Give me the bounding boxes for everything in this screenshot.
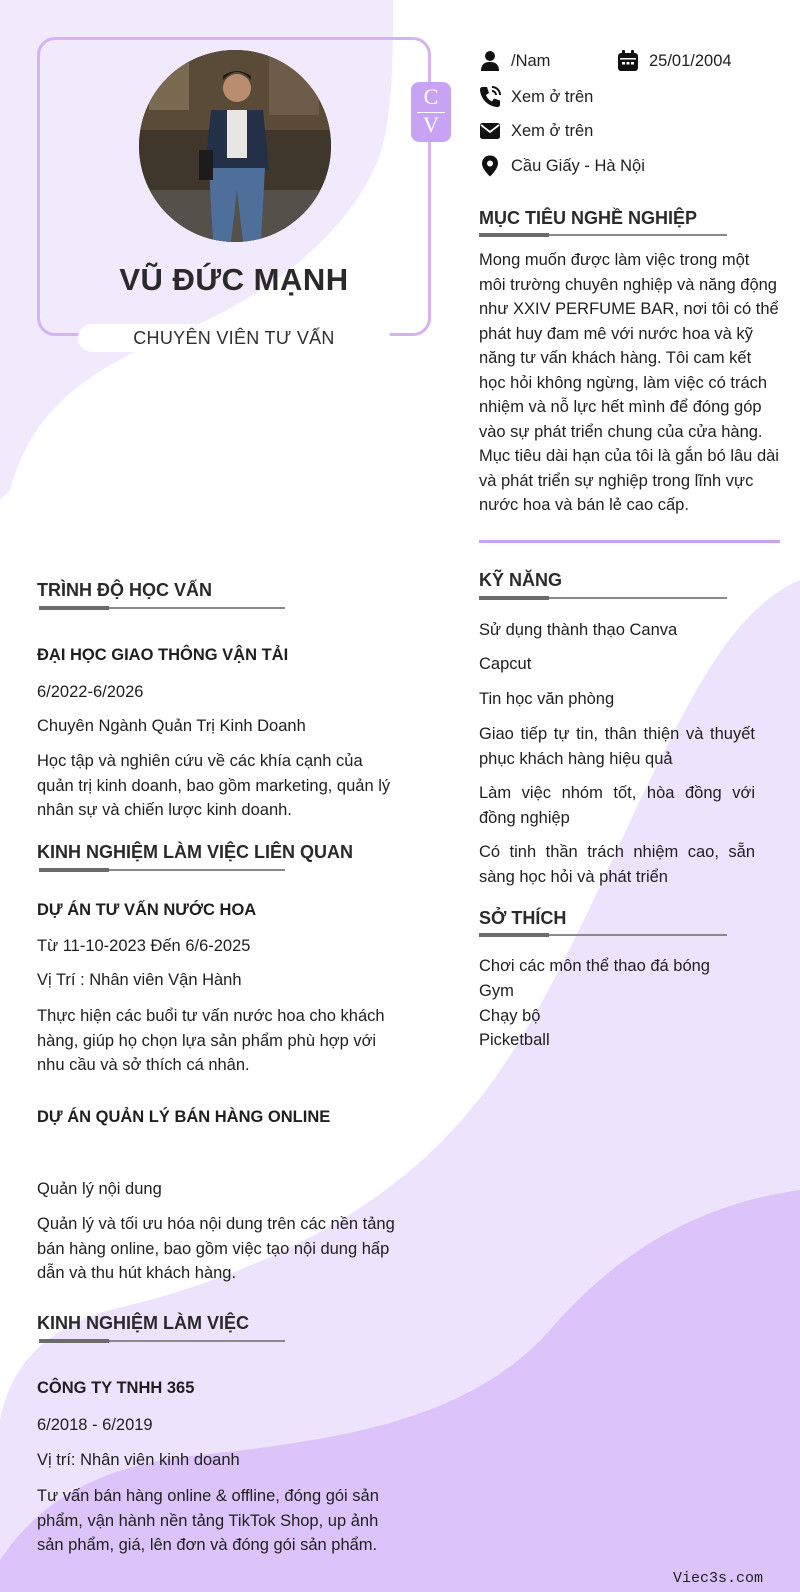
gender-row — [479, 48, 550, 74]
hobby-item: Chạy bộ — [479, 1007, 541, 1025]
address-row — [479, 153, 645, 179]
job-title: CHUYÊN VIÊN TƯ VẤN — [78, 324, 390, 352]
cv-badge-top: C — [423, 84, 439, 109]
skill-item: Sử dụng thành thạo Canva — [479, 621, 678, 639]
section-divider — [479, 540, 780, 543]
email-value: Xem ở trên — [511, 121, 594, 140]
gender-value: /Nam — [511, 51, 551, 70]
related-experience-heading-underline — [39, 869, 285, 871]
skill-item: Tin học văn phòng — [479, 690, 615, 708]
profile-photo — [139, 50, 331, 242]
skill-item: Giao tiếp tự tin, thân thiện và thuyết phục khách hàng hiệu quả — [479, 725, 755, 768]
phone-icon — [479, 86, 501, 108]
phone-row — [479, 84, 593, 110]
objective-heading: MỤC TIÊU NGHỀ NGHIỆP — [479, 208, 698, 228]
experience-period: 6/2018 - 6/2019 — [37, 1416, 153, 1434]
project-role: Vị Trí : Nhân viên Vận Hành — [37, 971, 242, 989]
hobbies-heading-underline — [479, 934, 727, 936]
project-period: Từ 11-10-2023 Đến 6/6-2025 — [37, 937, 251, 955]
experience-heading: KINH NGHIỆM LÀM VIỆC — [37, 1313, 250, 1333]
email-row — [479, 118, 593, 144]
phone-value: Xem ở trên — [511, 87, 594, 106]
hobby-item: Picketball — [479, 1031, 550, 1049]
watermark-text: Viec3s.com — [673, 1570, 764, 1587]
experience-role: Vị trí: Nhân viên kinh doanh — [37, 1451, 240, 1469]
company-name: CÔNG TY TNHH 365 — [37, 1379, 195, 1397]
hobby-item: Gym — [479, 982, 514, 1000]
project-description: Quản lý và tối ưu hóa nội dung trên các nền tảng bán hàng online, bao gồm việc tạo nội dung hấp dẫn và thu hút khách hàng. — [37, 1215, 395, 1282]
calendar-icon — [617, 50, 639, 72]
skill-item: Có tinh thần trách nhiệm cao, sẵn sàng học hỏi và phát triển — [479, 843, 755, 886]
education-description: Học tập và nghiên cứu về các khía cạnh của quản trị kinh doanh, bao gồm marketing, quản lý nhân sự và chiến lược kinh doanh. — [37, 752, 391, 819]
address-value: Cầu Giấy - Hà Nội — [511, 156, 645, 175]
experience-description: Tư vấn bán hàng online & offline, đóng gói sản phẩm, vận hành nền tảng TikTok Shop, up ảnh sản phẩm, giá, lên đơn và đóng gói sản phẩm. — [37, 1487, 379, 1554]
person-icon — [479, 50, 501, 72]
envelope-icon — [479, 120, 501, 142]
education-heading: TRÌNH ĐỘ HỌC VẤN — [37, 580, 212, 600]
birthday-value: 25/01/2004 — [649, 51, 732, 70]
school-name: ĐẠI HỌC GIAO THÔNG VẬN TẢI — [37, 646, 289, 664]
project-role: Quản lý nội dung — [37, 1180, 162, 1198]
skill-item: Làm việc nhóm tốt, hòa đồng với đồng nghiệp — [479, 784, 755, 827]
birthday-row — [617, 48, 732, 74]
education-period: 6/2022-6/2026 — [37, 683, 144, 701]
skills-heading-underline — [479, 597, 727, 599]
hobbies-heading: SỞ THÍCH — [479, 908, 567, 928]
cv-badge-bottom: V — [423, 112, 439, 137]
skill-item: Capcut — [479, 655, 532, 673]
project-name: DỰ ÁN TƯ VẤN NƯỚC HOA — [37, 901, 257, 919]
candidate-name: VŨ ĐỨC MẠNH — [119, 262, 349, 297]
cv-badge — [411, 82, 451, 142]
location-pin-icon — [479, 155, 501, 177]
skills-heading: KỸ NĂNG — [479, 570, 563, 590]
education-heading-underline — [39, 607, 285, 609]
education-major: Chuyên Ngành Quản Trị Kinh Doanh — [37, 717, 306, 735]
related-experience-heading: KINH NGHIỆM LÀM VIỆC LIÊN QUAN — [37, 842, 354, 862]
hobby-item: Chơi các môn thể thao đá bóng — [479, 957, 710, 975]
objective-text: Mong muốn được làm việc trong một môi trường chuyên nghiệp và năng động như XXIV PERFUME BAR, nơi tôi có thể phát huy đam mê với nước hoa và kỹ năng tư vấn khách hàng. Tôi cam kết học hỏi không ngừng, làm việc có trách nhiệm và nỗ lực hết mình để đóng góp vào sự phát triển chung của cửa hàng. Mục tiêu dài hạn của tôi là gắn bó lâu dài và phát triển sự nghiệp trong lĩnh vực nước hoa và bán lẻ cao cấp. — [479, 251, 779, 514]
objective-heading-underline — [479, 234, 727, 236]
project-name: DỰ ÁN QUẢN LÝ BÁN HÀNG ONLINE — [37, 1108, 331, 1126]
experience-heading-underline — [39, 1340, 285, 1342]
project-description: Thực hiện các buổi tư vấn nước hoa cho khách hàng, giúp họ chọn lựa sản phẩm phù hợp với nhu cầu và sở thích cá nhân. — [37, 1007, 385, 1074]
